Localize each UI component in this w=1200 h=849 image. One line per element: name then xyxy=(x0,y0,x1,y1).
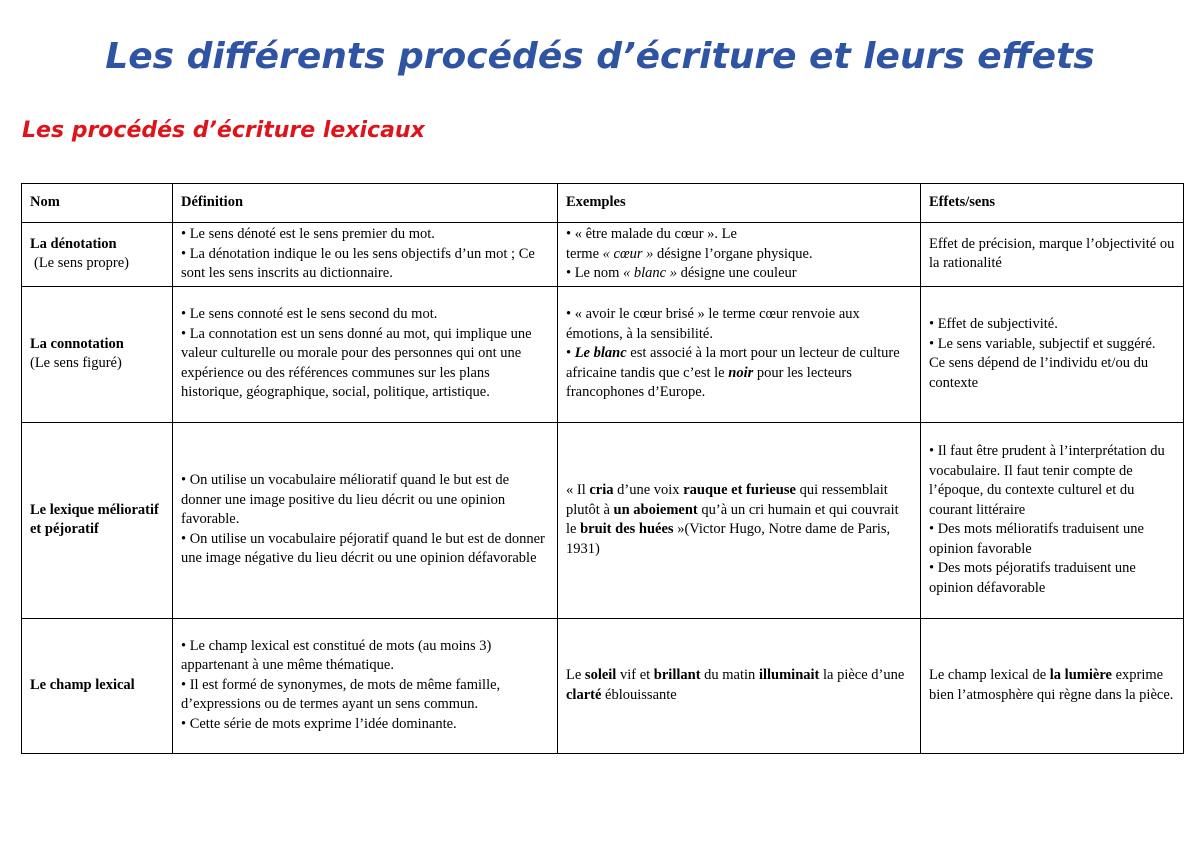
example-bold-italic: noir xyxy=(728,364,754,381)
example-bold: cria xyxy=(589,482,614,498)
effect-line: • Le sens variable, subjectif et suggéré. Ce sens dépend de l’individu et/ou du contexte xyxy=(929,335,1156,391)
effect-line: • Des mots mélioratifs traduisent une opinion favorable xyxy=(929,521,1144,557)
example-bold: un aboiement xyxy=(613,501,698,518)
effect-text: exprime bien l’atmosphère qui règne dans la pièce. xyxy=(929,667,1174,703)
effect-bold: la lumière xyxy=(1049,667,1112,683)
table-row xyxy=(22,422,1184,618)
example-text: qui ressemblait plutôt à xyxy=(566,482,888,518)
example-text: • Le nom xyxy=(566,265,624,281)
example-cell xyxy=(558,422,921,618)
table-row xyxy=(22,618,1184,753)
example-text: • xyxy=(566,345,575,362)
definition-line: • On utilise un vocabulaire mélioratif quand le but est de donner une image positive du lieu décrit ou une opinion favorable. xyxy=(181,472,510,528)
header-exemples: Exemples xyxy=(558,184,921,223)
definition-line: • La connotation est un sens donné au mot, qui implique une valeur culturelle ou morale pour des personnes qui ont une expérience ou des références communes sur les plans historique, géographique, social, politique, artistique. xyxy=(181,325,532,401)
row-name: La connotation xyxy=(30,335,124,352)
example-cell xyxy=(558,223,921,287)
definition-line: • Le sens connoté est le sens second du mot. xyxy=(181,306,438,323)
example-italic: « blanc » xyxy=(623,265,677,281)
effect-cell xyxy=(921,286,1184,422)
example-text: Le xyxy=(566,667,585,683)
name-cell xyxy=(22,618,173,753)
example-text: qu’à un cri humain et qui couvrait le xyxy=(566,501,899,537)
example-text: pour les lecteurs francophones d’Europe. xyxy=(566,364,852,401)
effect-text: Effet de précision, marque l’objectivité ou la rationalité xyxy=(929,235,1175,272)
example-line: • « avoir le cœur brisé » le terme cœur renvoie aux émotions, à la sensibilité. xyxy=(566,306,860,342)
effect-cell xyxy=(921,422,1184,618)
example-line xyxy=(566,245,912,265)
header-nom: Nom xyxy=(22,184,173,223)
example-text: terme xyxy=(566,245,603,262)
example-text: « Il xyxy=(566,482,590,498)
name-cell xyxy=(22,223,173,287)
example-line xyxy=(566,481,912,559)
definition-cell xyxy=(173,618,558,753)
effect-line xyxy=(929,666,1175,705)
table-row xyxy=(22,223,1184,287)
table-header-row xyxy=(22,184,1184,223)
effect-line: • Effet de subjectivité. xyxy=(929,316,1058,332)
definition-line: • Le sens dénoté est le sens premier du mot. xyxy=(181,226,435,242)
example-text: désigne l’organe physique. xyxy=(653,245,813,262)
row-name: Le lexique mélioratif et péjoratif xyxy=(30,501,159,537)
row-name: La dénotation xyxy=(30,235,117,252)
definition-cell xyxy=(173,422,558,618)
effect-line: • Il faut être prudent à l’interprétation du vocabulaire. Il faut tenir compte de l’époque, du contexte culturel et du courant littéraire xyxy=(929,443,1165,518)
definition-cell xyxy=(173,223,558,287)
definition-line: • Le champ lexical est constitué de mots (au moins 3) appartenant à une même thématique. xyxy=(181,637,492,674)
page-title: Les différents procédés d’écriture et leurs effets xyxy=(105,36,1095,77)
example-bold: illuminait xyxy=(758,667,820,683)
example-line xyxy=(566,264,912,284)
example-cell xyxy=(558,618,921,753)
effect-line: • Des mots péjoratifs traduisent une opinion défavorable xyxy=(929,560,1136,596)
header-definition: Définition xyxy=(173,184,558,223)
example-text: est associé à la mort pour un lecteur de culture africaine tandis que c’est le xyxy=(566,345,900,381)
definition-line: • On utilise un vocabulaire péjoratif quand le but est de donner une image négative du lieu décrit ou une opinion défavorable xyxy=(181,530,545,567)
section-title: Les procédés d’écriture lexicaux xyxy=(22,118,425,143)
example-text: vif et xyxy=(616,667,654,683)
example-cell xyxy=(558,286,921,422)
example-line: • « être malade du cœur ». Le xyxy=(566,226,737,242)
row-name: Le champ lexical xyxy=(30,676,135,693)
definition-line: • Cette série de mots exprime l’idée dominante. xyxy=(181,715,457,732)
example-bold: brillant xyxy=(653,667,701,683)
definition-line: • La dénotation indique le ou les sens objectifs d’un mot ; Ce sont les sens inscrits au dictionnaire. xyxy=(181,245,535,281)
name-cell xyxy=(22,422,173,618)
header-effets: Effets/sens xyxy=(921,184,1184,223)
example-text: désigne une couleur xyxy=(677,265,797,281)
example-italic: « cœur » xyxy=(602,245,654,262)
effect-cell xyxy=(921,223,1184,287)
row-name-sub: (Le sens figuré) xyxy=(30,355,122,371)
example-text: »(Victor Hugo, Notre dame de Paris, 1931) xyxy=(566,521,891,557)
example-bold: rauque et furieuse xyxy=(683,482,796,498)
example-bold: clarté xyxy=(566,686,602,703)
definition-line: • Il est formé de synonymes, de mots de même famille, d’expressions ou de termes ayant un sens commun. xyxy=(181,676,501,713)
example-bold: soleil xyxy=(584,667,617,683)
example-text: éblouissante xyxy=(601,686,677,703)
effect-text: Le champ lexical de xyxy=(929,667,1050,683)
lexical-procedures-table xyxy=(21,183,1184,754)
example-text: d’une voix xyxy=(613,482,684,498)
example-text: la pièce d’une xyxy=(819,667,905,683)
example-bold: bruit des huées xyxy=(580,521,674,537)
definition-cell xyxy=(173,286,558,422)
example-line xyxy=(566,666,912,705)
example-line xyxy=(566,344,912,403)
effect-cell xyxy=(921,618,1184,753)
example-text: du matin xyxy=(700,667,759,683)
table-row xyxy=(22,286,1184,422)
name-cell xyxy=(22,286,173,422)
row-name-sub: (Le sens propre) xyxy=(34,255,130,272)
example-bold-italic: Le blanc xyxy=(574,345,627,362)
